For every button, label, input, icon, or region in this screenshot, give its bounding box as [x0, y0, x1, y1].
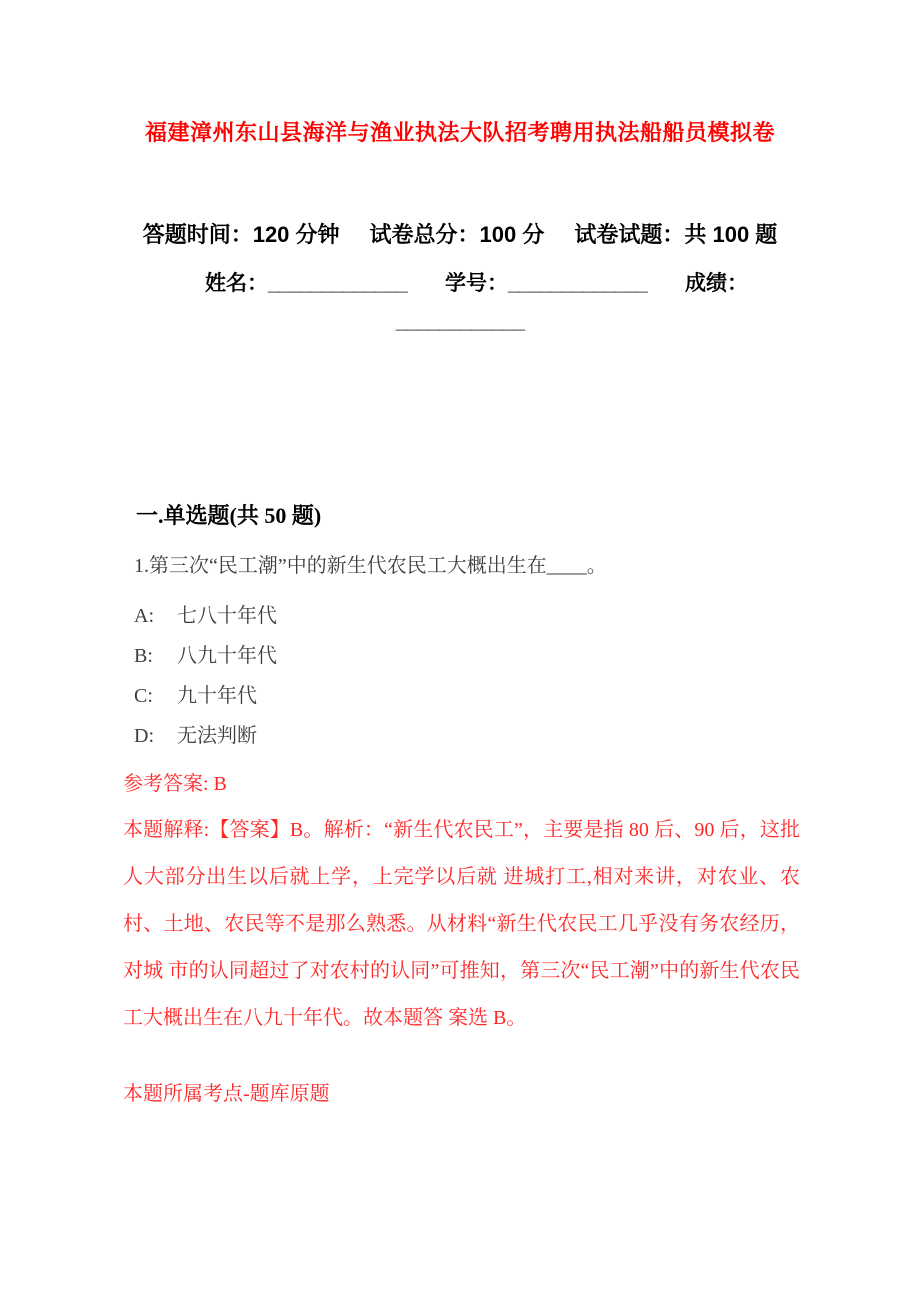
score-blank: ____________ — [395, 310, 525, 333]
student-id-label: 学号： — [445, 272, 508, 295]
reference-answer: 参考答案: B — [123, 773, 227, 795]
exam-title: 福建漳州东山县海洋与渔业执法大队招考聘用执法船船员模拟卷 — [144, 120, 775, 145]
answer-explanation: 本题解释:【答案】B。解析：“新生代农民工”，主要是指 80 后、90 后，这批人大部分出生以后就上学，上完学以后就 进城打工,相对来讲，对农业、农村、土地、农民等不是那么熟悉。从材料“新生代农民工几乎没有务农经历，对城 市的认同超过了对农村的认同”可推知，第三次“民工潮”中的新生代农民工大概出生在八九十年代。故本题答 案选 B。 — [123, 819, 800, 1029]
name-label: 姓名： — [205, 272, 268, 295]
name-blank: _____________ — [268, 272, 407, 295]
option-c-key: C: — [134, 685, 153, 707]
info-total-score: 试卷总分：100 分 — [369, 222, 545, 247]
score-blank-row — [0, 308, 920, 336]
option-b-key: B: — [134, 645, 153, 667]
student-id-blank: _____________ — [508, 272, 647, 295]
question-stem: 1.第三次“民工潮”中的新生代农民工大概出生在____。 — [134, 555, 607, 577]
option-c-text: 九十年代 — [177, 685, 257, 707]
name-field — [205, 270, 407, 298]
option-d-key: D: — [134, 725, 154, 747]
category-note: 本题所属考点-题库原题 — [123, 1083, 330, 1105]
section-heading: 一.单选题(共 50 题) — [136, 503, 322, 528]
score-label: 成绩： — [685, 272, 748, 295]
option-a-key: A: — [134, 605, 154, 627]
option-row-a — [134, 596, 920, 636]
student-info-row — [0, 270, 920, 298]
option-b-text: 八九十年代 — [177, 645, 277, 667]
option-a-text: 七八十年代 — [177, 605, 277, 627]
exam-info-row — [0, 220, 920, 250]
option-row-c — [134, 676, 920, 716]
student-id-field — [445, 270, 647, 298]
info-question-count: 试卷试题：共 100 题 — [574, 222, 778, 247]
option-row-d — [134, 716, 920, 756]
option-row-b — [134, 636, 920, 676]
info-answer-time: 答题时间：120 分钟 — [142, 222, 340, 247]
options-list — [134, 596, 920, 756]
option-d-text: 无法判断 — [177, 725, 257, 747]
